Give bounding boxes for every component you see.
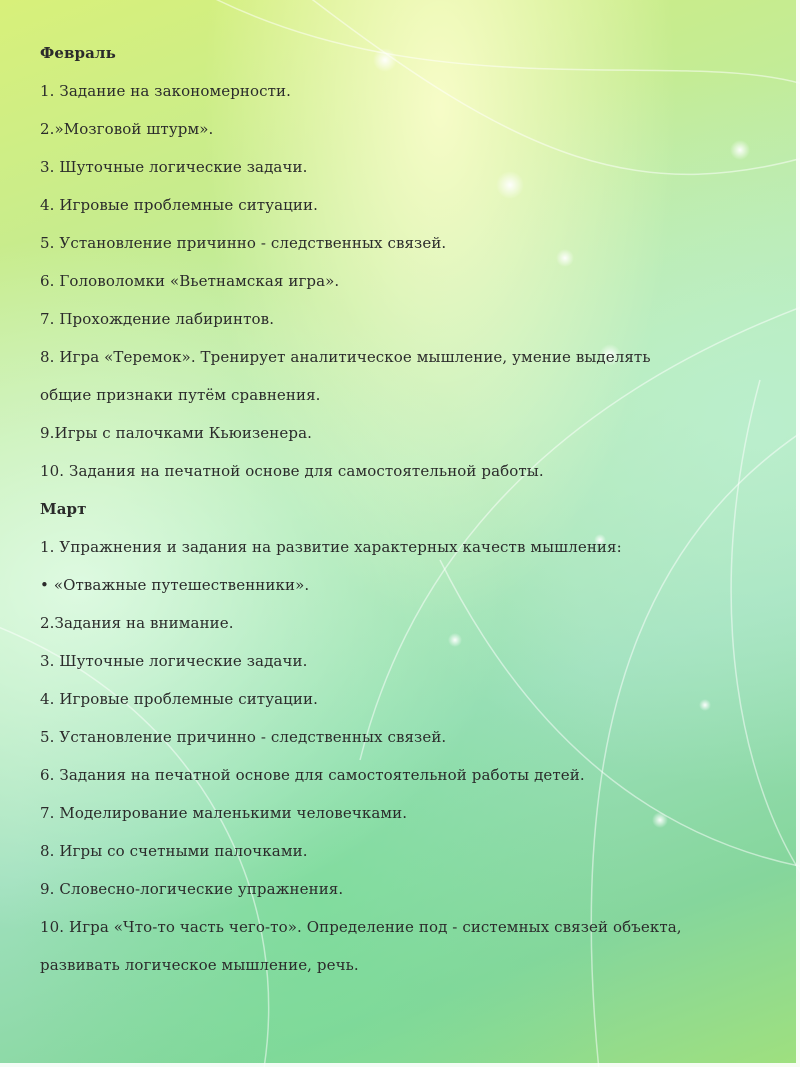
list-item: 10. Задания на печатной основе для самостоятельной работы. <box>40 462 544 480</box>
list-item: 10. Игра «Что-то часть чего-то». Определение под - системных связей объекта, <box>40 918 682 936</box>
list-item: 8. Игры со счетными палочками. <box>40 842 308 860</box>
section-february <box>40 34 770 490</box>
list-item: 5. Установление причинно - следственных связей. <box>40 728 447 746</box>
section-march <box>40 490 770 984</box>
list-item: 2.»Мозговой штурм». <box>40 120 214 138</box>
list-item: 5. Установление причинно - следственных связей. <box>40 234 447 252</box>
section-title-february: Февраль <box>40 44 116 62</box>
list-item: 8. Игра «Теремок». Тренирует аналитическое мышление, умение выделять <box>40 348 651 366</box>
list-item: 2.Задания на внимание. <box>40 614 234 632</box>
list-item: • «Отважные путешественники». <box>40 576 310 594</box>
list-item: 9. Словесно-логические упражнения. <box>40 880 344 898</box>
list-item: общие признаки путём сравнения. <box>40 386 321 404</box>
section-title-march: Март <box>40 500 87 518</box>
list-item: 6. Головоломки «Вьетнамская игра». <box>40 272 340 290</box>
list-item: 9.Игры с палочками Кьюизенера. <box>40 424 312 442</box>
list-item: развивать логическое мышление, речь. <box>40 956 359 974</box>
list-item: 1. Задание на закономерности. <box>40 82 291 100</box>
list-item: 3. Шуточные логические задачи. <box>40 158 308 176</box>
list-item: 6. Задания на печатной основе для самостоятельной работы детей. <box>40 766 585 784</box>
document-content <box>40 34 770 984</box>
list-item: 7. Прохождение лабиринтов. <box>40 310 275 328</box>
list-item: 1. Упражнения и задания на развитие характерных качеств мышления: <box>40 538 622 556</box>
list-item: 3. Шуточные логические задачи. <box>40 652 308 670</box>
list-item: 4. Игровые проблемные ситуации. <box>40 196 318 214</box>
list-item: 7. Моделирование маленькими человечками. <box>40 804 408 822</box>
list-item: 4. Игровые проблемные ситуации. <box>40 690 318 708</box>
